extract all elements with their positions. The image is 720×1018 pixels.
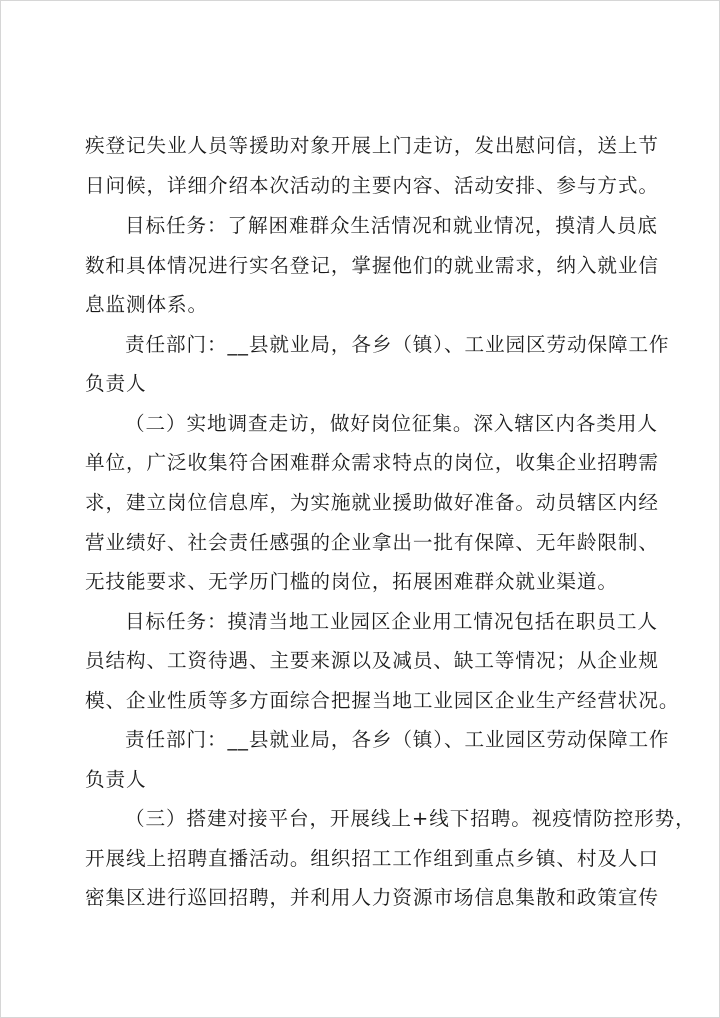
text-line: 员结构、工资待遇、主要来源以及减员、缺工等情况；从企业规: [85, 649, 659, 672]
text-line: 疾登记失业人员等援助对象开展上门走访，发出慰问信，送上节: [85, 134, 659, 157]
text-line: 营业绩好、社会责任感强的企业拿出一批有保障、无年龄限制、: [85, 531, 659, 554]
text-line: （二）实地调查走访，做好岗位征集。深入辖区内各类用人: [125, 412, 658, 435]
text-line: 责任部门：__县就业局，各乡（镇）、工业园区劳动保障工作: [125, 333, 670, 356]
text-line: 负责人: [85, 372, 147, 395]
text-line: 求，建立岗位信息库，为实施就业援助做好准备。动员辖区内经: [85, 491, 659, 514]
text-line: （三）搭建对接平台，开展线上+线下招聘。视疫情防控形势，: [125, 807, 696, 830]
text-line: 无技能要求、无学历门槛的岗位，拓展困难群众就业渠道。: [85, 570, 618, 593]
text-line: 日问候，详细介绍本次活动的主要内容、活动安排、参与方式。: [85, 174, 659, 197]
text-line: 模、企业性质等多方面综合把握当地工业园区企业生产经营状况。: [85, 689, 680, 712]
text-line: 密集区进行巡回招聘，并利用人力资源市场信息集散和政策宣传: [85, 886, 659, 909]
text-line: 数和具体情况进行实名登记，掌握他们的就业需求，纳入就业信: [85, 254, 659, 277]
text-line: 息监测体系。: [85, 293, 208, 316]
text-line: 负责人: [85, 768, 147, 791]
text-line: 目标任务：了解困难群众生活情况和就业情况，摸清人员底: [125, 214, 658, 237]
text-line: 目标任务：摸清当地工业园区企业用工情况包括在职员工人: [125, 610, 658, 633]
text-line: 开展线上招聘直播活动。组织招工工作组到重点乡镇、村及人口: [85, 847, 659, 870]
text-line: 单位，广泛收集符合困难群众需求特点的岗位，收集企业招聘需: [85, 451, 659, 474]
text-line: 责任部门：__县就业局，各乡（镇）、工业园区劳动保障工作: [125, 728, 670, 751]
